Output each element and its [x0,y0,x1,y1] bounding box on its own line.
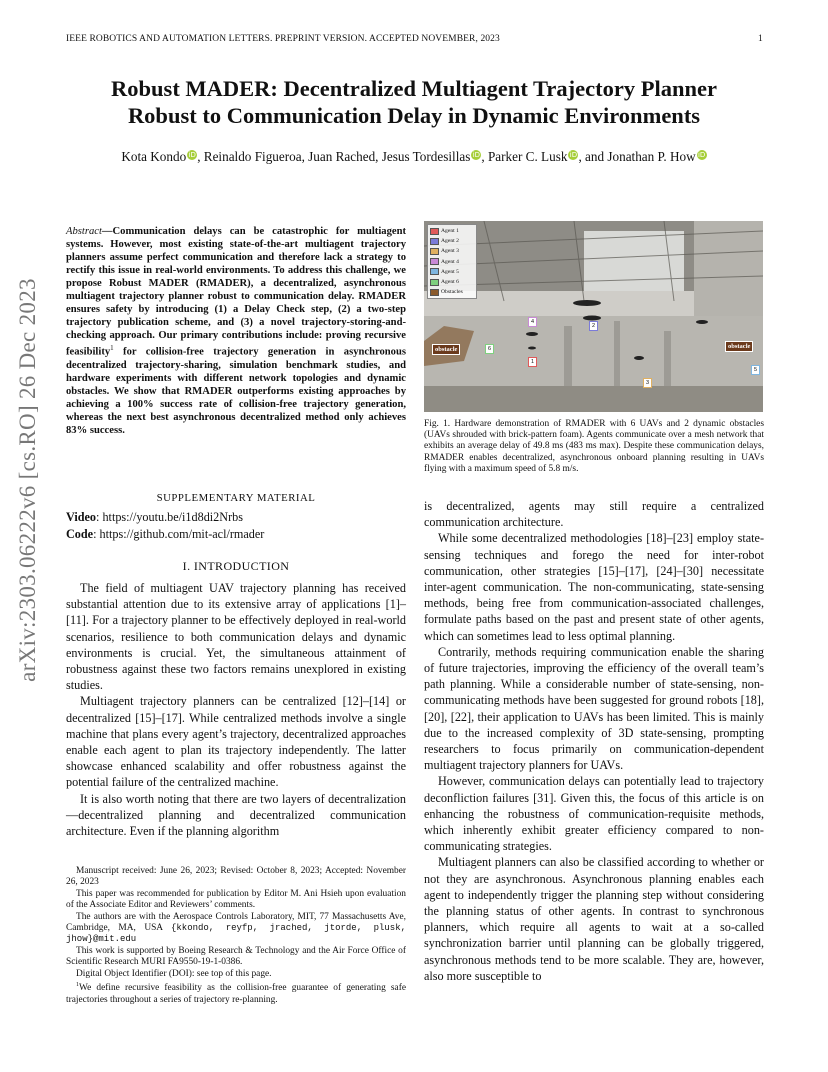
legend-entry [430,236,474,246]
footnote [66,912,406,946]
legend-swatch [430,258,439,265]
hardware-demo-photo [424,221,763,412]
figure-caption: Fig. 1. Hardware demonstration of RMADER with 6 UAVs and 2 dynamic obstacles (UAVs shrouded with brick-pattern foam). Agents communicate over a mesh network that exhibits an average delay of 49.8 ms (483 ms max). Despite these communication delays, RMADER enables decentralized, asynchronous onboard planning resulting in UAVs flying with a maximum speed of 5.8 m/s. [424,419,764,474]
legend-swatch [430,248,439,255]
legend-label: Obstacles [441,289,463,296]
legend-entry [430,257,474,267]
orcid-icon[interactable]: iD [472,151,481,159]
figure-legend [427,224,477,299]
code-link[interactable]: : https://github.com/mit-acl/rmader [93,527,265,541]
legend-entry [430,226,474,236]
footnote: This work is supported by Boeing Research & Technology and the Air Force Office of Scientific Research MURI FA9550-19-1-0386. [66,945,406,968]
footnote: This paper was recommended for publication by Editor M. Ani Hsieh upon evaluation of the Associate Editor and Reviewers’ comments. [66,888,406,911]
orcid-icon[interactable]: iD [188,151,196,159]
abstract-text: —Communication delays can be catastrophic for multiagent systems. However, most existing state-of-the-art multiagent trajectory planners assume perfect communication and therefore lack a strategy to rectify this issue in real-world environments. To address this challenge, we propose Robust MADER (RMADER), a decentralized, asynchronous multiagent trajectory planner robust to communication delay. RMADER ensures safety by introducing (1) a Delay Check step, (2) a two-step trajectory publication scheme, and (3) a novel trajectory-storing-and-checking approach. Our primary contributions include: proving recursive feasibility [66,226,406,358]
intro-column-left [66,580,406,839]
footnote [66,980,406,1006]
author-list [66,149,762,165]
legend-label: Agent 6 [441,279,459,286]
legend-entry [430,287,474,297]
legend-swatch [430,279,439,286]
agent-tag: 5 [751,365,760,375]
title-line-2: Robust to Communication Delay in Dynamic Environments [127,103,701,128]
legend-label: Agent 3 [441,248,459,255]
footnote-marker: 1 [110,344,114,353]
orcid-icon[interactable]: iD [569,151,578,159]
paragraph: It is also worth noting that there are two layers of decentralization—decentralized planning and decentralized communication architecture. Even if the planning algorithm [66,791,406,839]
arxiv-stamp [8,280,48,680]
arxiv-stamp-text: arXiv:2303.06222v6 [cs.RO] 26 Dec 2023 [15,278,40,682]
footnote-affiliation: The authors are with the Aerospace Controls Laboratory, MIT, 77 Massachusetts Ave, Cambridge, MA, USA [66,911,406,934]
legend-swatch [430,228,439,235]
footnote-emails: {kkondo, reyfp, jrached, jtorde, plusk, jhow}@mit.edu [66,923,407,945]
author-6: , and Jonathan P. How [578,149,696,164]
abstract [66,225,406,437]
paragraph: Multiagent trajectory planners can be centralized [12]–[14] or decentralized [15]–[17]. While centralized methods involve a single machine that plans every agent’s trajectory, decentralized approaches enable each agent to plan its trajectory independently. The latter showcase enhanced scalability and offer robustness against the potential failure of the centralized machine. [66,694,406,790]
legend-swatch [430,238,439,245]
legend-label: Agent 2 [441,238,459,245]
legend-label: Agent 1 [441,228,459,234]
author-5: , Parker C. Lusk [481,149,568,164]
footnote: Manuscript received: June 26, 2023; Revised: October 8, 2023; Accepted: November 26, 2023 [66,866,406,888]
paragraph: Contrarily, methods requiring communication enable the sharing of future trajectories, improving the efficiency of the overall team’s path planning. While a considerable number of state-sensing, non-communicating methods have been suggested for ground robots [18], [20], [22], their application to UAVs has been limited. This is mainly due to the increased complexity of 3D state-sensing, prompting researchers to focus primarily on communication-dependent multiagent trajectory planners for UAVs. [424,644,764,773]
obstacle-label: obstacle [432,344,460,355]
legend-entry [430,246,474,256]
code-label: Code [66,527,94,541]
legend-label: Agent 5 [441,268,459,275]
agent-tag: 4 [528,317,537,327]
footnotes [66,866,406,1006]
paragraph: However, communication delays can potentially lead to trajectory deconfliction failures [31]. Given this, the focus of this article is on enhancing the robustness of communication-requisite methods, which inherently exhibit greater efficiency compared to non-communicating strategies. [424,774,764,854]
abstract-label: Abstract [66,226,102,237]
legend-swatch [430,268,439,275]
page-number: 1 [758,34,763,44]
agent-tag: 6 [485,344,494,354]
author-2-4: , Reinaldo Figueroa, Juan Rached, Jesus Tordesillas [197,149,471,164]
intro-column-right [424,498,764,984]
supplementary-heading: SUPPLEMENTARY MATERIAL [156,492,316,504]
video-label: Video [66,510,97,524]
obstacle-label: obstacle [725,341,753,352]
legend-swatch [430,289,439,296]
video-line [66,510,243,525]
footnote-marker: 1 [76,982,79,989]
agent-tag: 3 [643,378,652,388]
paragraph: The field of multiagent UAV trajectory planning has received substantial attention due to its extensive array of applications [1]–[11]. For a trajectory planner to be effectively deployed in real-world scenarios, resilience to both communication delays and dynamic environments is crucial. Yet, the simultaneous attainment of robustness against these two factors remains unexplored in existing studies. [66,581,406,693]
video-link[interactable]: : https://youtu.be/i1d8di2Nrbs [96,510,243,524]
legend-label: Agent 4 [441,258,459,265]
orcid-icon[interactable]: iD [697,151,706,159]
abstract-text-2: for collision-free trajectory generation in asynchronous decentralized trajectory-sharing, simulation benchmark studies, and hardware experiments with different network topologies and dynamic obstacles. We show that RMADER outperforms existing approaches by achieving a 100% success rate of collision-free trajectory generation, whereas the next best asynchronous decentralized method only achieves 83% success. [66,346,406,437]
paper-title [66,75,762,129]
running-head: IEEE ROBOTICS AND AUTOMATION LETTERS. PREPRINT VERSION. ACCEPTED NOVEMBER, 2023 [66,34,500,44]
paragraph: While some decentralized methodologies [18]–[23] employ state-sensing techniques and forego the need for inter-robot communication, other strategies [15]–[17], [24]–[30] necessitate inter-agent communication. The non-communicating, state-sensing methods, being free from communication-associated challenges, formulate paths based on the past and present state of other agents, which can sometimes lead to less optimal planning. [424,531,764,643]
legend-entry [430,277,474,287]
footnote: Digital Object Identifier (DOI): see top of this page. [76,968,272,979]
agent-tag: 2 [589,321,598,331]
paragraph: Multiagent planners can also be classified according to whether or not they are asynchronous. Asynchronous planning enables each agent to independently trigger the planning step without considering the planning status of other agents. In contrast to synchronous planners, which require all agents to wait at a so-called synchronization barrier until planning can be globally triggered, asynchronous methods tend to be more scalable. They are, however, also more susceptible to [424,855,764,983]
footnote-text: We define recursive feasibility as the collision-free guarantee of generating safe trajectories throughout a series of trajectory re-planning. [66,983,406,1005]
author-1: Kota Kondo [121,149,187,164]
agent-tag: 1 [528,357,537,367]
paragraph: is decentralized, agents may still require a centralized communication architecture. [424,499,764,530]
code-line [66,527,264,542]
title-line-1: Robust MADER: Decentralized Multiagent Trajectory Planner [111,76,717,101]
section-heading-introduction: I. INTRODUCTION [182,559,290,573]
legend-entry [430,267,474,277]
